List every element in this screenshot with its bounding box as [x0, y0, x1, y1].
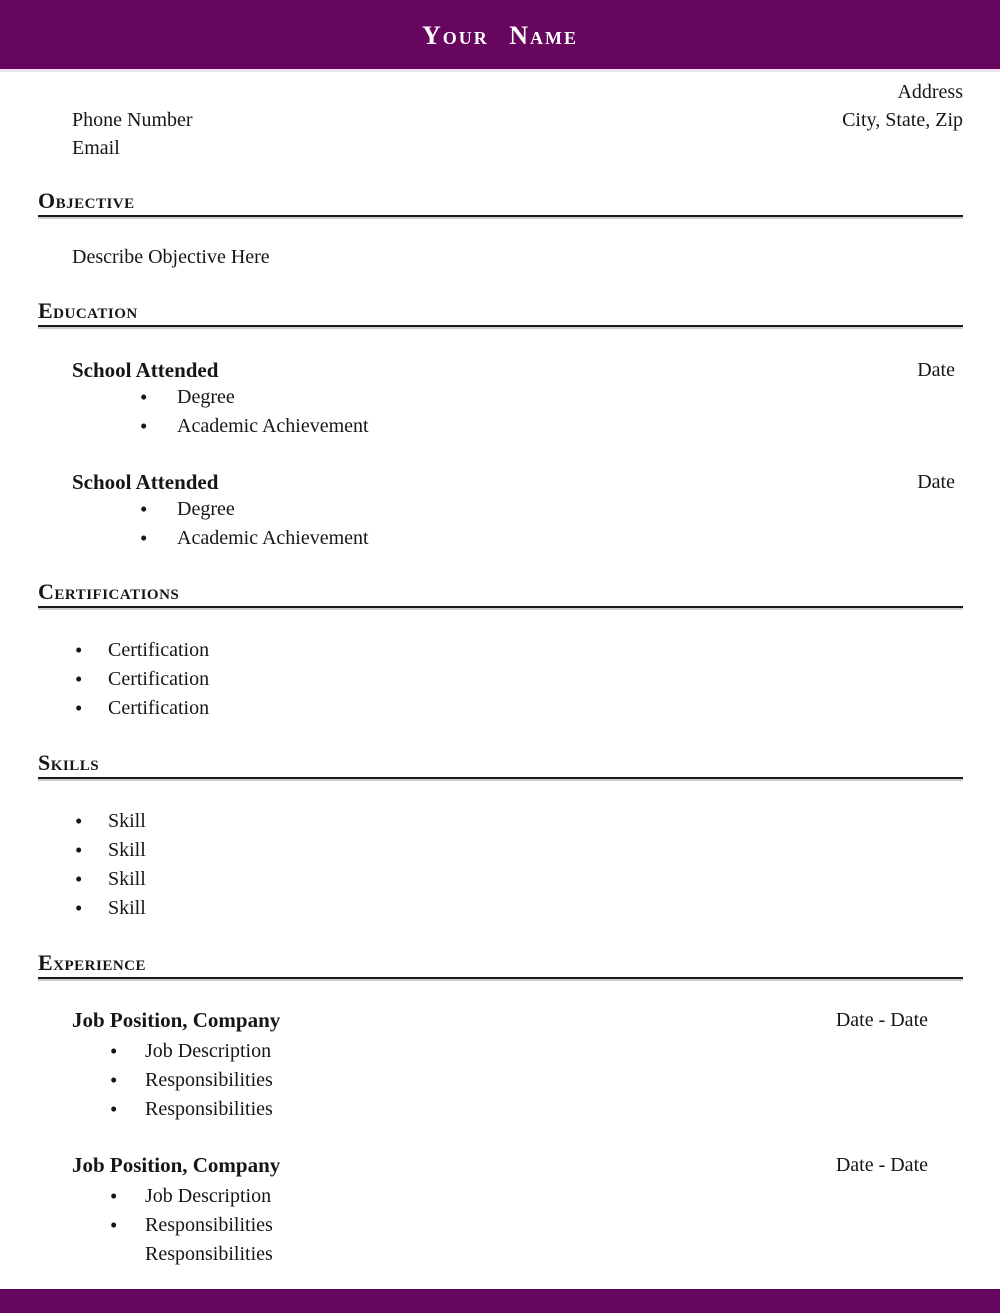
contact-row-email [72, 134, 963, 162]
education-bullet: • Degree [0, 495, 1000, 524]
education-date: Date [917, 471, 955, 493]
certifications-list [0, 636, 1000, 723]
skills-section [0, 751, 1000, 923]
experience-heading: Experience [38, 951, 963, 979]
experience-plain-line: Responsibilities [145, 1243, 273, 1265]
education-entry [0, 357, 1000, 441]
experience-bullet: • Responsibilities [0, 1211, 1000, 1240]
city-state-zip-text: City, State, Zip [842, 109, 963, 131]
education-section [0, 299, 1000, 553]
skill-item: • Skill [0, 894, 1000, 923]
experience-bullet: • Responsibilities [0, 1066, 1000, 1095]
education-date: Date [917, 359, 955, 381]
skills-list [0, 807, 1000, 923]
job-dates: Date - Date [835, 1009, 928, 1031]
address-text: Address [897, 81, 963, 103]
phone-text: Phone Number [72, 109, 193, 131]
school-name: School Attended [72, 358, 219, 382]
education-entry [0, 469, 1000, 553]
experience-bullet-list [0, 1037, 1000, 1124]
education-bullet-list [0, 383, 1000, 441]
education-entry-title-row [72, 357, 955, 383]
objective-body: Describe Objective Here [72, 246, 270, 268]
experience-bullet: • Job Description [0, 1037, 1000, 1066]
experience-entry [0, 1152, 1000, 1269]
experience-bullet: • Job Description [0, 1182, 1000, 1211]
skills-heading: Skills [38, 751, 963, 779]
email-text: Email [72, 137, 120, 159]
education-heading: Education [38, 299, 963, 327]
name-title: Your Name [421, 21, 579, 50]
skill-item: • Skill [0, 865, 1000, 894]
certification-item: • Certification [0, 694, 1000, 723]
name-banner [0, 0, 1000, 72]
footer-accent-bar [0, 1289, 1000, 1313]
spacer [72, 78, 897, 106]
education-bullet: • Degree [0, 383, 1000, 412]
experience-entry [0, 1007, 1000, 1124]
certification-item: • Certification [0, 665, 1000, 694]
experience-bullet-list [0, 1182, 1000, 1269]
education-entry-title-row [72, 469, 955, 495]
contact-row-address [72, 78, 963, 106]
job-dates: Date - Date [835, 1154, 928, 1176]
objective-heading: Objective [38, 189, 963, 217]
contact-row-phone-city [72, 106, 963, 134]
experience-entry-title-row [72, 1007, 928, 1033]
certification-item: • Certification [0, 636, 1000, 665]
objective-section [0, 189, 1000, 271]
school-name: School Attended [72, 470, 219, 494]
skill-item: • Skill [0, 807, 1000, 836]
contact-section [0, 72, 1000, 162]
skill-item: • Skill [0, 836, 1000, 865]
job-position: Job Position, Company [72, 1008, 281, 1032]
experience-entry-title-row [72, 1152, 928, 1178]
job-position: Job Position, Company [72, 1153, 281, 1177]
experience-bullet: • Responsibilities [0, 1095, 1000, 1124]
education-bullet: • Academic Achievement [0, 412, 1000, 441]
education-bullet: • Academic Achievement [0, 524, 1000, 553]
certifications-section [0, 580, 1000, 723]
education-bullet-list [0, 495, 1000, 553]
experience-section [0, 951, 1000, 1269]
certifications-heading: Certifications [38, 580, 963, 608]
